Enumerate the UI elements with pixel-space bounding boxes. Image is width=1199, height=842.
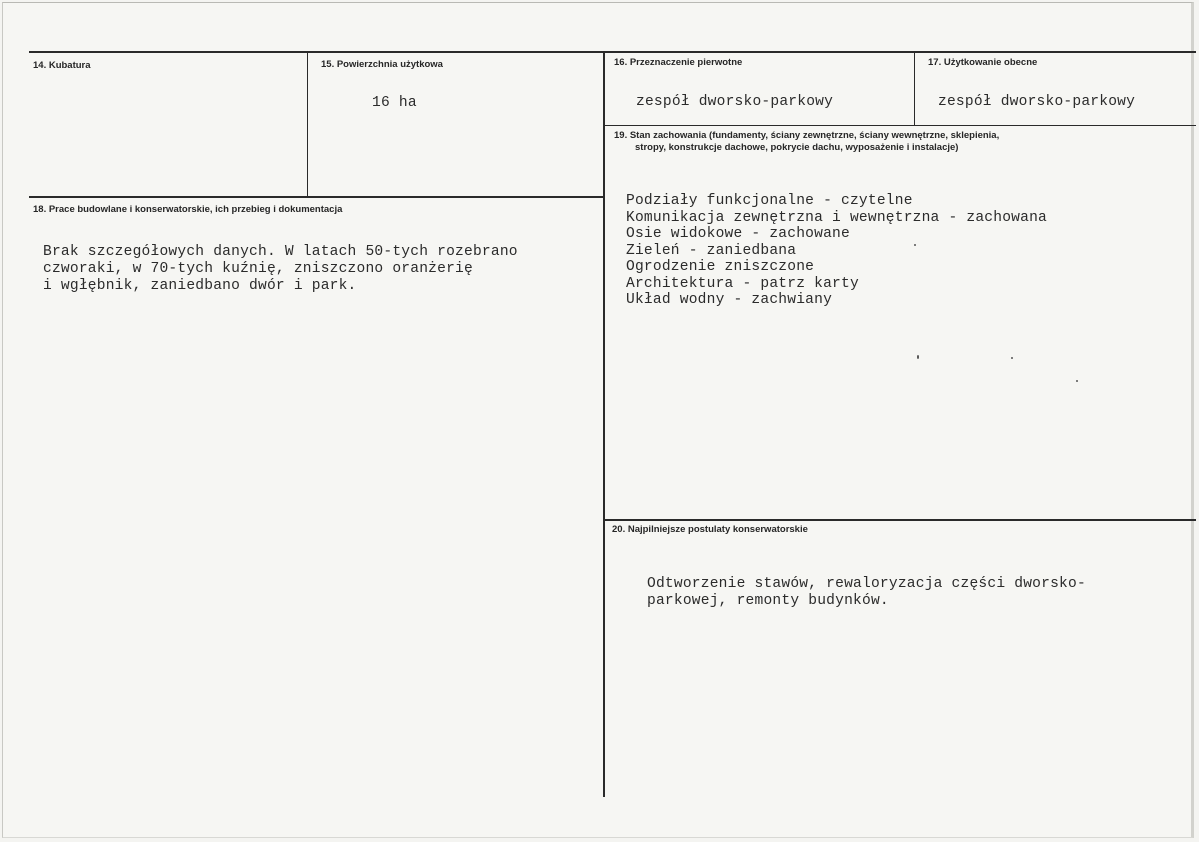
divider-16-17 xyxy=(914,53,915,125)
divider-14-15 xyxy=(307,53,308,196)
field-19-label-line1: 19. Stan zachowania (fundamenty, ściany zewnętrzne, ściany wewnętrzne, sklepienia, xyxy=(614,130,1000,141)
field-19-line: Zieleń - zaniedbana xyxy=(626,243,797,259)
paper-speck xyxy=(1011,357,1013,359)
field-17-value: zespół dworsko-parkowy xyxy=(938,94,1136,110)
rule-above-20 xyxy=(605,519,1196,521)
field-15-label: 15. Powierzchnia użytkowa xyxy=(321,59,443,70)
field-19-line: Osie widokowe - zachowane xyxy=(626,226,850,242)
paper-speck xyxy=(914,244,916,246)
field-19-line: Podziały funkcjonalne - czytelne xyxy=(626,193,913,209)
field-19-line: Układ wodny - zachwiany xyxy=(626,292,833,308)
field-16-value: zespół dworsko-parkowy xyxy=(636,94,834,110)
field-18-line: i wgłębnik, zaniedbano dwór i park. xyxy=(43,278,357,294)
field-18-line: Brak szczegółowych danych. W latach 50-tych rozebrano xyxy=(43,244,518,260)
top-rule xyxy=(29,51,1196,53)
record-card xyxy=(2,2,1194,838)
field-20-line: Odtworzenie stawów, rewaloryzacja części dworsko- xyxy=(647,576,1086,592)
rule-under-16-17 xyxy=(605,125,1196,126)
field-19-line: Komunikacja zewnętrzna i wewnętrzna - zachowana xyxy=(626,210,1048,226)
field-20-line: parkowej, remonty budynków. xyxy=(647,593,889,609)
paper-speck xyxy=(917,355,919,359)
field-19-line: Architektura - patrz karty xyxy=(626,276,859,292)
field-18-label: 18. Prace budowlane i konserwatorskie, ich przebieg i dokumentacja xyxy=(33,204,343,215)
field-19-label-line2: stropy, konstrukcje dachowe, pokrycie dachu, wyposażenie i instalacje) xyxy=(635,142,959,153)
field-19-line: Ogrodzenie zniszczone xyxy=(626,259,815,275)
main-vertical-divider xyxy=(603,53,605,797)
field-16-label: 16. Przeznaczenie pierwotne xyxy=(614,57,743,68)
field-14-label: 14. Kubatura xyxy=(33,60,91,71)
field-15-value: 16 ha xyxy=(372,95,417,111)
field-18-line: czworaki, w 70-tych kuźnię, zniszczono oranżerię xyxy=(43,261,473,277)
paper-speck xyxy=(1076,380,1078,382)
rule-under-14-15 xyxy=(29,196,603,198)
field-20-label: 20. Najpilniejsze postulaty konserwatorskie xyxy=(612,524,808,535)
field-17-label: 17. Użytkowanie obecne xyxy=(928,57,1038,68)
